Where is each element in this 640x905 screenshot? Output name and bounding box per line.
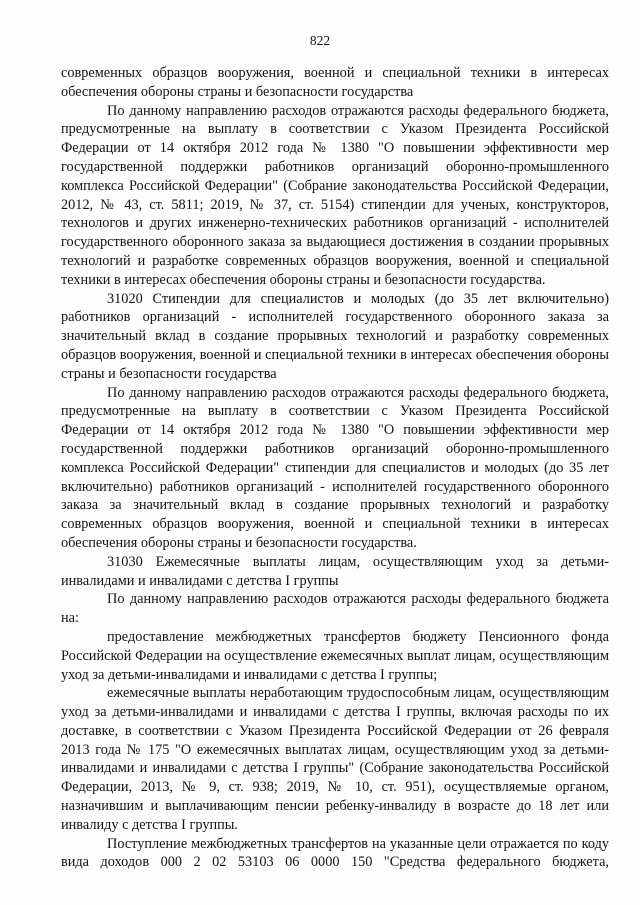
paragraph-31030-heading: 31030 Ежемесячные выплаты лицам, осуществляющим уход за детьми-инвалидами и инвалидами с детства I группы [61,553,609,589]
page-number: 822 [309,33,331,48]
paragraph-31010-description: По данному направлению расходов отражаются расходы федерального бюджета, предусмотренные на выплату в соответствии с Указом Президента Российской Федерации от 14 октября 2012 года № 1380 "О повышении эффективности мер государственной поддержки работников организаций оборонно-промышленного комплекса Российской Федерации" (Собрание законодательства Российской Федерации, 2012, № 43, ст. 5811; 2019, № 37, ст. 5154) стипендии для ученых, конструкторов, технологов и других инженерно-технических работников организаций - исполнителей государственного оборонного заказа за выдающиеся достижения в создании прорывных технологий и разработке современных образцов вооружения, военной и специальной техники в интересах обеспечения обороны страны и безопасности государства. [61,102,609,288]
paragraph-continuation: современных образцов вооружения, военной и специальной техники в интересах обеспечения обороны страны и безопасности государства [61,65,609,100]
paragraph-31030-item-transfers: предоставление межбюджетных трансфертов бюджету Пенсионного фонда Российской Федерации на осуществление ежемесячных выплат лицам, осуществляющим уход за детьми-инвалидами и инвалидами с детства I группы; [61,628,609,683]
paragraph-31020-description: По данному направлению расходов отражаются расходы федерального бюджета, предусмотренные на выплату в соответствии с Указом Президента Российской Федерации от 14 октября 2012 года № 1380 "О повышении эффективности мер государственной поддержки работников организаций оборонно-промышленного комплекса Российской Федерации" стипендии для специалистов и молодых (до 35 лет включительно) работников организаций - исполнителей государственного оборонного заказа за значительный вклад в создание прорывных технологий и разработку современных образцов вооружения, военной и специальной техники в интересах обеспечения обороны страны и безопасности государства. [61,384,609,551]
paragraph-31020-heading: 31020 Стипендии для специалистов и молодых (до 35 лет включительно) работников организаций - исполнителей государственного оборонного заказа за значительный вклад в создание прорывных технологий и разработку современных образцов вооружения, военной и специальной техники в интересах обеспечения обороны страны и безопасности государства [61,290,609,382]
paragraph-31030-item-payments: ежемесячные выплаты неработающим трудоспособным лицам, осуществляющим уход за детьми-инвалидами и инвалидами с детства I группы, включая расходы по их доставке, в соответствии с Указом Президента Российской Федерации от 26 февраля 2013 года № 175 "О ежемесячных выплатах лицам, осуществляющим уход за детьми-инвалидами и инвалидами с детства I группы" (Собрание законодательства Российской Федерации, 2013, № 9, ст. 938; 2019, № 10, ст. 951), осуществляемые органом, назначившим и выплачивающим пенсии ребенку-инвалиду в возрасте до 18 лет или инвалиду с детства I группы. [61,685,609,833]
document-body [61,64,609,872]
paragraph-revenue-code: Поступление межбюджетных трансфертов на указанные цели отражается по коду вида доходов 000 2 02 53103 06 0000 150 "Средства федерального бюджета, [61,835,609,871]
paragraph-31030-intro: По данному направлению расходов отражаются расходы федерального бюджета на: [61,591,609,627]
